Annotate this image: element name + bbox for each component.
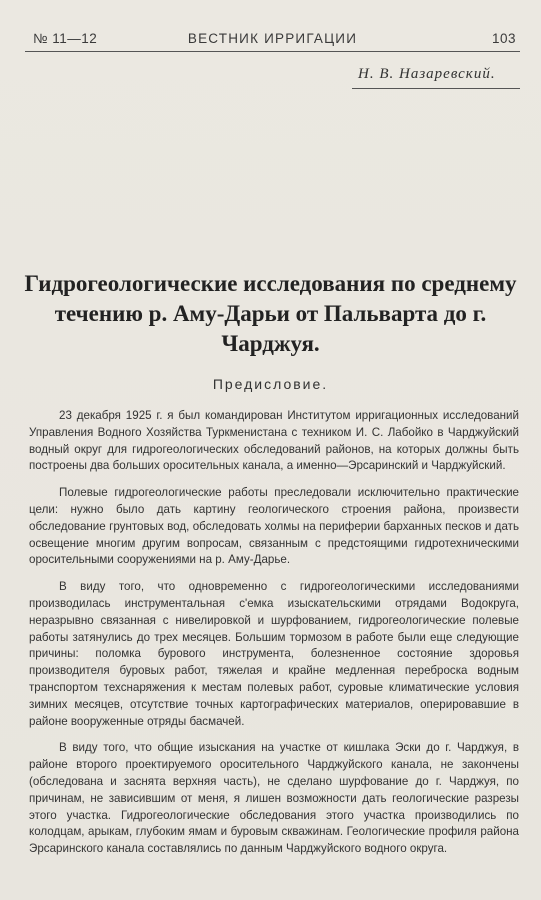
paragraph: Полевые гидрогеологические работы преследовали исключительно практические цели: нужно было дать картину геологического строения района, произвести обследование грунтовых вод, обследовать холмы на периферии барханных песков и дать освещение многим другим вопросам, связанным с предстоящими гидротехническими оросительными сооружениями на р. Аму-Дарье.: [29, 486, 519, 567]
author-rule: [352, 88, 520, 89]
article-title: Гидрогеологические исследования по среднему течению р. Аму-Дарьи от Пальварта до г. Чарджуя.: [24, 271, 517, 356]
section-heading: Предисловие.: [212, 376, 329, 392]
author-name: Н. В. Назаревский.: [358, 66, 496, 82]
paragraph: 23 декабря 1925 г. я был командирован Институтом ирригационных исследований Управления Водного Хозяйства Туркменистана с техником И. С. Лабойко в Чарджуйский водный округ для гидрогеологических обследований районов, на которых должны быть построены два больших оросительных канала, а именно—Эрсаринский и Чарджуйский.: [29, 409, 519, 473]
article-body: [29, 408, 519, 868]
journal-title: ВЕСТНИК ИРРИГАЦИИ: [187, 31, 358, 46]
page-number: 103: [491, 31, 516, 46]
paragraph: В виду того, что одновременно с гидрогеологическими исследованиями производилась инструментальная с'емка изыскательскими отрядами Водокруга, неразрывно связанная с нивелировкой и шурфованием, гидрогеологические полевые работы затянулись до трех месяцев. Большим тормозом в работе были еще следующие причины: поломка бурового инструмента, болезненное состояние здоровья производителя буровых работ, тяжелая и крайне медленная переброска водным транспортом техснаряжения к местам полевых работ, суровые климатические условия зимних месяцев, отсутствие точных картографических материалов, оперировавшие в районе вооруженные отряды басмачей.: [29, 580, 519, 728]
paragraph: В виду того, что общие изыскания на участке от кишлака Эски до г. Чарджуя, в районе второго проектируемого оросительного Чарджуйского канала, не закончены (обследована и заснята верхняя часть), не сделано шурфование до г. Чарджуя, по причинам, не зависившим от меня, я лишен возможности дать геологические разрезы этого участка. Гидрогеологические обследования этого участка производились по колодцам, арыкам, глубоким ямам и буровым скважинам. Геологические профиля района Эрсаринского канала составлялись по данным Чарджуйского водного округа.: [29, 741, 519, 856]
issue-number: № 11—12: [33, 31, 98, 46]
header-rule: [25, 51, 520, 52]
running-header: [25, 28, 520, 52]
